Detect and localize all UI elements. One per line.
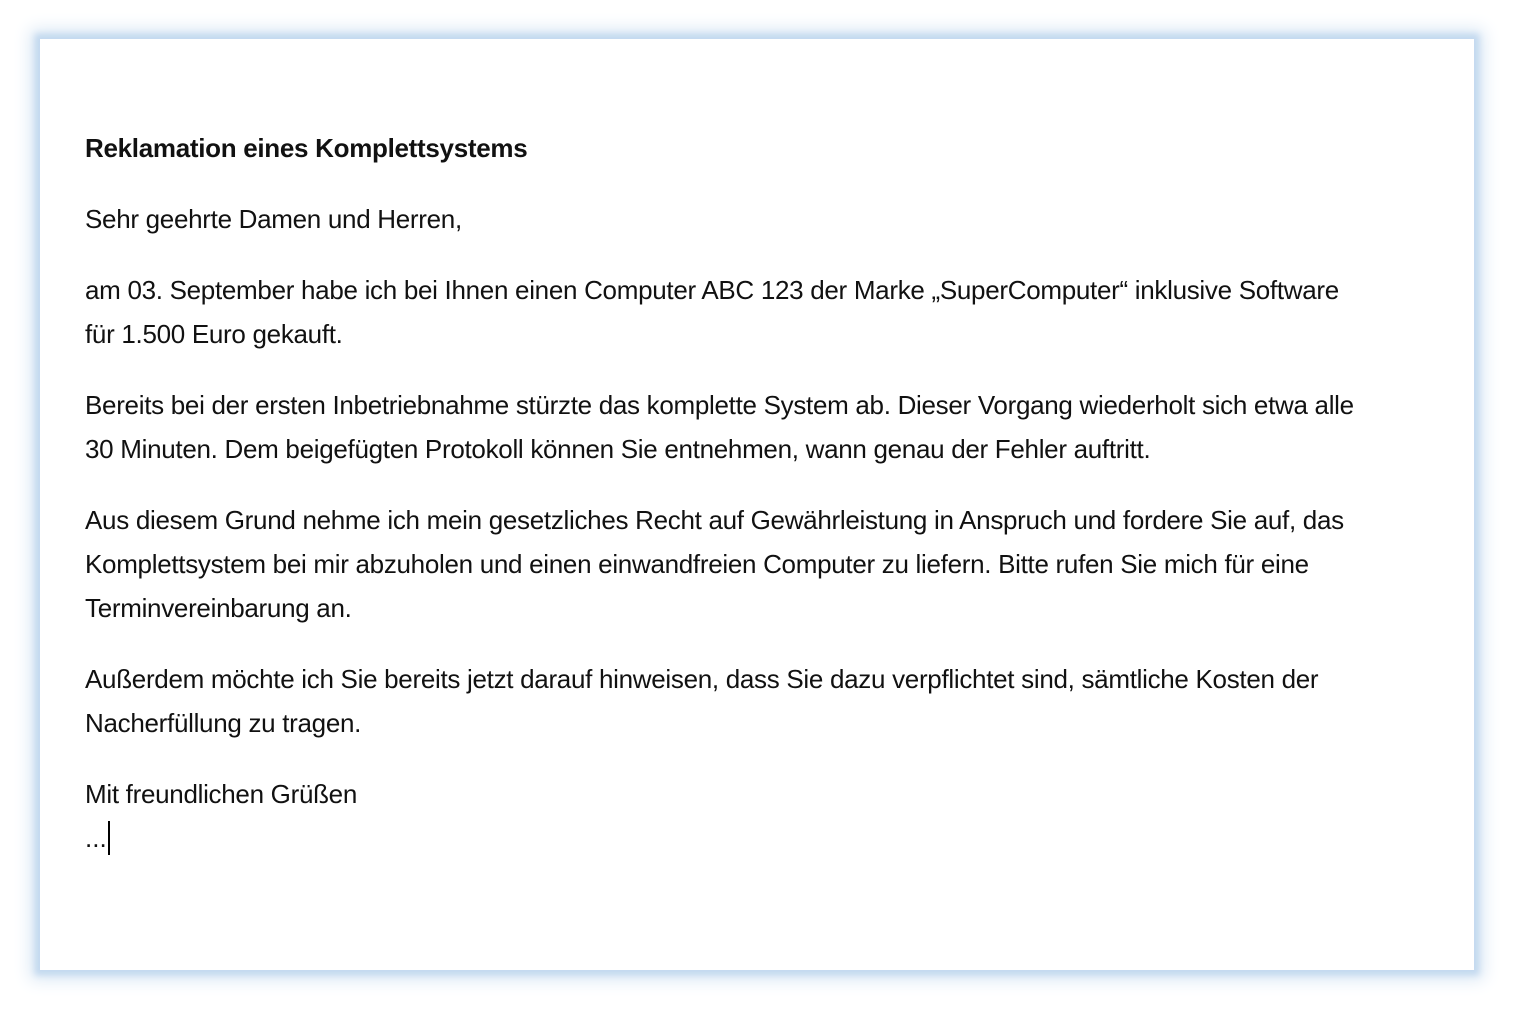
salutation: Sehr geehrte Damen und Herren,	[85, 204, 462, 234]
document-body[interactable]	[85, 126, 1375, 860]
document-title: Reklamation eines Komplettsystems	[85, 133, 528, 163]
document-page	[40, 39, 1474, 970]
paragraph-claim: Aus diesem Grund nehme ich mein gesetzliches Recht auf Gewährleistung in Anspruch und fordere Sie auf, das Komplettsystem bei mir abzuholen und einen einwandfreien Computer zu liefern. Bitte rufen Sie mich für eine Terminvereinbarung an.	[85, 505, 1344, 623]
signature-placeholder: ...	[85, 823, 107, 853]
text-cursor	[108, 821, 110, 855]
closing: Mit freundlichen Grüßen	[85, 779, 358, 809]
paragraph-costs: Außerdem möchte ich Sie bereits jetzt darauf hinweisen, dass Sie dazu verpflichtet sind, sämtliche Kosten der Nacherfüllung zu tragen.	[85, 664, 1319, 738]
paragraph-purchase: am 03. September habe ich bei Ihnen einen Computer ABC 123 der Marke „SuperComputer“ inklusive Software für 1.500 Euro gekauft.	[85, 275, 1339, 349]
paragraph-defect: Bereits bei der ersten Inbetriebnahme stürzte das komplette System ab. Dieser Vorgang wiederholt sich etwa alle 30 Minuten. Dem beigefügten Protokoll können Sie entnehmen, wann genau der Fehler auftritt.	[85, 390, 1354, 464]
signature-line[interactable]	[85, 816, 1375, 860]
